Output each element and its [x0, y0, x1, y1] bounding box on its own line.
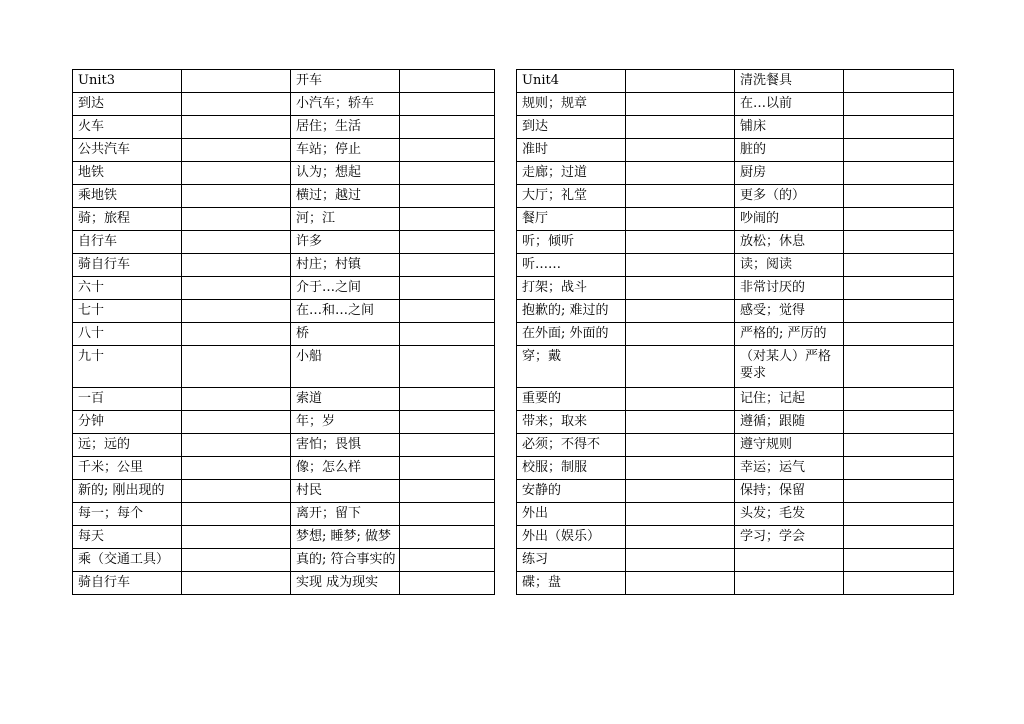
left-cell: 到达 — [73, 93, 182, 116]
left-cell: 公共汽车 — [73, 139, 182, 162]
right-cell: 规则；规章 — [517, 93, 626, 116]
right-cell: 清洗餐具 — [735, 70, 844, 93]
left-cell: 居住；生活 — [291, 116, 400, 139]
table-row — [73, 116, 954, 139]
left-cell: 村庄；村镇 — [291, 254, 400, 277]
left-cell: 车站；停止 — [291, 139, 400, 162]
right-cell — [844, 323, 954, 346]
table-row — [73, 480, 954, 503]
left-cell — [400, 139, 495, 162]
left-cell: 介于…之间 — [291, 277, 400, 300]
table-gap — [495, 231, 517, 254]
left-cell — [182, 208, 291, 231]
right-cell — [844, 526, 954, 549]
right-cell — [844, 254, 954, 277]
right-cell — [844, 139, 954, 162]
left-cell: 骑自行车 — [73, 572, 182, 595]
right-cell — [626, 526, 735, 549]
right-cell — [844, 411, 954, 434]
right-cell — [844, 457, 954, 480]
table-row — [73, 254, 954, 277]
table-gap — [495, 116, 517, 139]
table-row — [73, 549, 954, 572]
right-cell — [844, 116, 954, 139]
right-cell: 穿；戴 — [517, 346, 626, 388]
right-cell — [626, 323, 735, 346]
right-cell — [626, 70, 735, 93]
right-cell — [626, 434, 735, 457]
left-cell — [182, 277, 291, 300]
left-cell — [400, 93, 495, 116]
left-cell: 每天 — [73, 526, 182, 549]
right-cell: 准时 — [517, 139, 626, 162]
left-cell — [400, 434, 495, 457]
left-cell — [182, 162, 291, 185]
right-cell — [844, 388, 954, 411]
right-cell: 感受；觉得 — [735, 300, 844, 323]
table-row — [73, 162, 954, 185]
left-cell — [400, 457, 495, 480]
left-cell — [400, 70, 495, 93]
left-cell — [400, 208, 495, 231]
table-row — [73, 434, 954, 457]
right-cell: 学习；学会 — [735, 526, 844, 549]
left-cell — [400, 254, 495, 277]
table-gap — [495, 93, 517, 116]
left-cell — [182, 411, 291, 434]
right-cell: 放松；休息 — [735, 231, 844, 254]
right-cell: 抱歉的; 难过的 — [517, 300, 626, 323]
right-cell — [626, 116, 735, 139]
left-cell — [400, 277, 495, 300]
left-cell: 七十 — [73, 300, 182, 323]
left-cell: 年；岁 — [291, 411, 400, 434]
left-cell — [182, 480, 291, 503]
right-cell — [626, 549, 735, 572]
right-cell — [735, 549, 844, 572]
left-cell: 许多 — [291, 231, 400, 254]
table-gap — [495, 411, 517, 434]
right-cell: 遵守规则 — [735, 434, 844, 457]
left-cell: 新的; 刚出现的 — [73, 480, 182, 503]
left-cell — [182, 572, 291, 595]
table-row — [73, 231, 954, 254]
right-cell — [844, 300, 954, 323]
left-cell: 梦想; 睡梦; 做梦 — [291, 526, 400, 549]
right-cell: 严格的; 严厉的 — [735, 323, 844, 346]
table-row — [73, 277, 954, 300]
table-gap — [495, 434, 517, 457]
right-cell: 铺床 — [735, 116, 844, 139]
left-cell: 桥 — [291, 323, 400, 346]
right-cell — [626, 231, 735, 254]
left-cell: 认为；想起 — [291, 162, 400, 185]
right-cell — [626, 277, 735, 300]
right-cell — [626, 93, 735, 116]
left-cell — [400, 503, 495, 526]
right-cell — [626, 208, 735, 231]
right-cell — [844, 231, 954, 254]
table-row — [73, 300, 954, 323]
table-row — [73, 323, 954, 346]
right-cell: 读；阅读 — [735, 254, 844, 277]
left-cell: 小汽车；轿车 — [291, 93, 400, 116]
right-cell — [844, 185, 954, 208]
table-gap — [495, 323, 517, 346]
left-cell: 自行车 — [73, 231, 182, 254]
table-gap — [495, 185, 517, 208]
table-row — [73, 457, 954, 480]
left-cell: 乘（交通工具） — [73, 549, 182, 572]
right-cell — [626, 411, 735, 434]
right-cell: 记住；记起 — [735, 388, 844, 411]
right-cell: 保持；保留 — [735, 480, 844, 503]
right-cell — [626, 185, 735, 208]
right-cell: 大厅；礼堂 — [517, 185, 626, 208]
left-cell: 乘地铁 — [73, 185, 182, 208]
left-cell: 离开；留下 — [291, 503, 400, 526]
right-cell — [626, 480, 735, 503]
right-cell — [844, 434, 954, 457]
table-gap — [495, 388, 517, 411]
left-cell: 像；怎么样 — [291, 457, 400, 480]
left-cell — [400, 480, 495, 503]
right-cell: 碟；盘 — [517, 572, 626, 595]
right-cell — [844, 572, 954, 595]
left-cell — [400, 411, 495, 434]
left-cell: 分钟 — [73, 411, 182, 434]
right-cell: 重要的 — [517, 388, 626, 411]
left-cell — [400, 300, 495, 323]
left-cell — [400, 526, 495, 549]
left-cell — [400, 185, 495, 208]
left-cell: 小船 — [291, 346, 400, 388]
left-cell — [400, 162, 495, 185]
table-gap — [495, 139, 517, 162]
right-cell: 幸运；运气 — [735, 457, 844, 480]
left-cell — [182, 526, 291, 549]
left-cell: 地铁 — [73, 162, 182, 185]
right-cell: 更多（的） — [735, 185, 844, 208]
left-cell — [182, 254, 291, 277]
left-cell — [182, 231, 291, 254]
left-cell: Unit3 — [73, 70, 182, 93]
left-cell — [400, 388, 495, 411]
left-cell: 横过；越过 — [291, 185, 400, 208]
table-gap — [495, 300, 517, 323]
right-cell: 安静的 — [517, 480, 626, 503]
right-cell — [626, 503, 735, 526]
table-gap — [495, 254, 517, 277]
left-cell — [182, 434, 291, 457]
left-cell: 索道 — [291, 388, 400, 411]
left-cell — [182, 503, 291, 526]
left-cell — [400, 549, 495, 572]
left-cell: 河；江 — [291, 208, 400, 231]
table-gap — [495, 277, 517, 300]
left-cell: 害怕；畏惧 — [291, 434, 400, 457]
right-cell — [626, 346, 735, 388]
left-cell — [182, 185, 291, 208]
right-cell — [626, 300, 735, 323]
table-gap — [495, 526, 517, 549]
right-cell — [844, 346, 954, 388]
left-cell — [400, 346, 495, 388]
right-cell — [626, 572, 735, 595]
left-cell — [182, 346, 291, 388]
table-gap — [495, 572, 517, 595]
right-cell: 非常讨厌的 — [735, 277, 844, 300]
table-row — [73, 208, 954, 231]
right-cell: Unit4 — [517, 70, 626, 93]
right-cell: 吵闹的 — [735, 208, 844, 231]
left-cell — [400, 231, 495, 254]
table-gap — [495, 503, 517, 526]
table-row — [73, 185, 954, 208]
left-cell: 千米；公里 — [73, 457, 182, 480]
right-cell: 走廊；过道 — [517, 162, 626, 185]
table-row — [73, 388, 954, 411]
table-gap — [495, 346, 517, 388]
left-cell — [182, 300, 291, 323]
right-cell — [626, 139, 735, 162]
table-gap — [495, 70, 517, 93]
left-cell — [182, 457, 291, 480]
left-cell: 每一；每个 — [73, 503, 182, 526]
vocabulary-table — [72, 69, 954, 595]
right-cell: 练习 — [517, 549, 626, 572]
left-cell: 真的; 符合事实的 — [291, 549, 400, 572]
left-cell: 村民 — [291, 480, 400, 503]
left-cell: 开车 — [291, 70, 400, 93]
left-cell — [400, 323, 495, 346]
right-cell: 厨房 — [735, 162, 844, 185]
right-cell: 外出 — [517, 503, 626, 526]
right-cell: 到达 — [517, 116, 626, 139]
table-gap — [495, 480, 517, 503]
left-cell — [182, 116, 291, 139]
table-gap — [495, 208, 517, 231]
table-row — [73, 346, 954, 388]
left-cell: 骑自行车 — [73, 254, 182, 277]
right-cell: （对某人）严格要求 — [735, 346, 844, 388]
right-cell — [844, 70, 954, 93]
right-cell — [626, 388, 735, 411]
right-cell: 头发；毛发 — [735, 503, 844, 526]
left-cell: 远；远的 — [73, 434, 182, 457]
right-cell — [844, 162, 954, 185]
table-gap — [495, 162, 517, 185]
right-cell — [844, 208, 954, 231]
right-cell — [844, 549, 954, 572]
left-cell: 八十 — [73, 323, 182, 346]
right-cell: 打架；战斗 — [517, 277, 626, 300]
right-cell — [844, 277, 954, 300]
right-cell: 在…以前 — [735, 93, 844, 116]
left-cell — [182, 93, 291, 116]
table-row — [73, 572, 954, 595]
left-cell: 骑；旅程 — [73, 208, 182, 231]
right-cell — [844, 480, 954, 503]
right-cell — [626, 254, 735, 277]
right-cell — [844, 93, 954, 116]
right-cell: 校服；制服 — [517, 457, 626, 480]
left-cell: 九十 — [73, 346, 182, 388]
right-cell: 遵循；跟随 — [735, 411, 844, 434]
table-row — [73, 93, 954, 116]
left-cell: 实现 成为现实 — [291, 572, 400, 595]
left-cell — [400, 572, 495, 595]
right-cell: 听…… — [517, 254, 626, 277]
table-row — [73, 70, 954, 93]
right-cell: 必须；不得不 — [517, 434, 626, 457]
table-row — [73, 526, 954, 549]
right-cell — [626, 457, 735, 480]
table-gap — [495, 457, 517, 480]
table-row — [73, 139, 954, 162]
table-row — [73, 411, 954, 434]
left-cell — [400, 116, 495, 139]
left-cell — [182, 139, 291, 162]
left-cell: 在…和…之间 — [291, 300, 400, 323]
table-row — [73, 503, 954, 526]
right-cell: 在外面; 外面的 — [517, 323, 626, 346]
table-gap — [495, 549, 517, 572]
left-cell — [182, 323, 291, 346]
left-cell — [182, 388, 291, 411]
right-cell: 餐厅 — [517, 208, 626, 231]
left-cell — [182, 70, 291, 93]
left-cell — [182, 549, 291, 572]
right-cell: 带来；取来 — [517, 411, 626, 434]
right-cell — [735, 572, 844, 595]
left-cell: 火车 — [73, 116, 182, 139]
right-cell — [844, 503, 954, 526]
left-cell: 六十 — [73, 277, 182, 300]
right-cell: 外出（娱乐） — [517, 526, 626, 549]
left-cell: 一百 — [73, 388, 182, 411]
right-cell: 脏的 — [735, 139, 844, 162]
right-cell — [626, 162, 735, 185]
right-cell: 听；倾听 — [517, 231, 626, 254]
